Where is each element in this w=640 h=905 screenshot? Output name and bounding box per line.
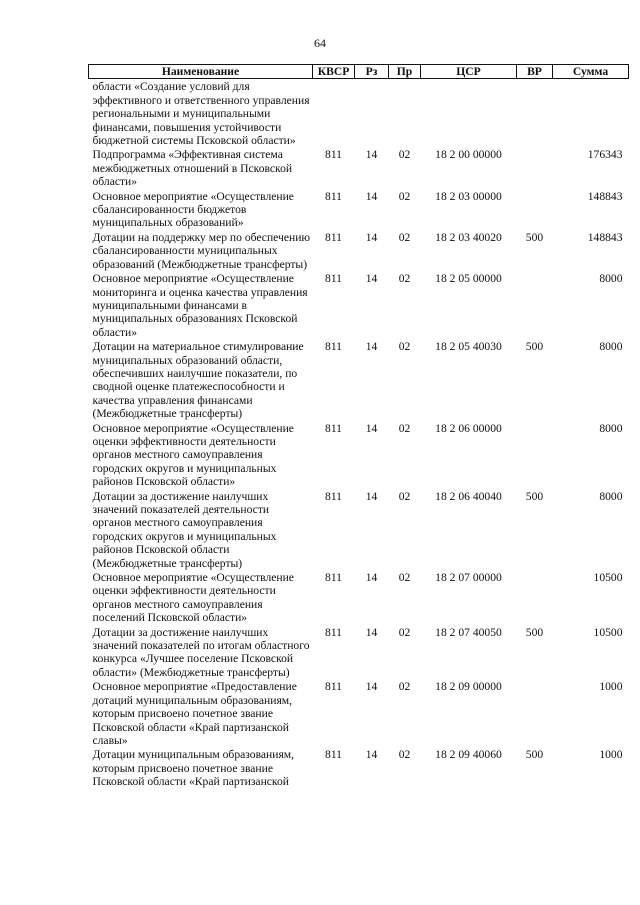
row-sum: 8000 [599, 340, 623, 354]
row-vr: 500 [525, 340, 544, 354]
row-rz [355, 79, 389, 148]
row-kvsr: 811 [325, 421, 342, 435]
row-sum: 8000 [599, 489, 623, 503]
row-kvsr: 811 [325, 625, 342, 639]
row-sum: 8000 [599, 272, 623, 286]
row-kvsr: 811 [325, 272, 342, 286]
header-csr: ЦСР [421, 65, 517, 79]
row-vr: 500 [525, 230, 544, 244]
row-rz: 14 [365, 489, 378, 503]
row-pr: 02 [398, 340, 411, 354]
row-csr: 18 2 09 00000 [435, 680, 502, 694]
row-sum: 1000 [599, 748, 623, 762]
row-rz: 14 [365, 421, 378, 435]
row-rz: 14 [365, 340, 378, 354]
row-csr: 18 2 07 40050 [435, 625, 502, 639]
table-row [89, 339, 629, 420]
table-row [89, 625, 629, 680]
row-vr [517, 421, 553, 489]
table-row [89, 679, 629, 747]
row-rz: 14 [365, 748, 378, 762]
row-rz: 14 [365, 230, 378, 244]
row-name: области «Создание условий для эффективного и ответственного управления региональными и муниципальными финансами, повышения устойчивости бюджетной системы Псковской области» [92, 80, 310, 148]
row-csr: 18 2 05 40030 [435, 340, 502, 354]
row-csr: 18 2 09 40060 [435, 748, 502, 762]
row-pr: 02 [398, 625, 411, 639]
table-row [89, 570, 629, 625]
row-csr: 18 2 06 00000 [435, 421, 502, 435]
row-sum [553, 79, 629, 148]
row-kvsr: 811 [325, 680, 342, 694]
table-row [89, 189, 629, 230]
budget-table [88, 64, 629, 789]
row-pr: 02 [398, 148, 411, 162]
row-pr: 02 [398, 272, 411, 286]
row-vr [517, 79, 553, 148]
row-sum: 10500 [593, 571, 623, 585]
row-pr: 02 [398, 189, 411, 203]
row-name: Дотации на материальное стимулирование муниципальных образований области, обеспечивших наилучшие показатели, по сводной оценке платежеспособности и качества управления финансами (Межбюджетные трансферты) [92, 340, 304, 421]
header-name: Наименование [89, 65, 313, 79]
header-sum: Сумма [553, 65, 629, 79]
row-rz: 14 [365, 625, 378, 639]
row-name: Основное мероприятие «Предоставление дотаций муниципальным образованиям, которым присвоено почетное звание Псковской области «Край партизанской славы» [92, 680, 297, 747]
row-name: Основное мероприятие «Осуществление оценки эффективности деятельности органов местного самоуправления городских округов и муниципальных районов Псковской области» [92, 421, 294, 489]
row-csr: 18 2 00 00000 [435, 148, 502, 162]
row-pr: 02 [398, 680, 411, 694]
row-rz: 14 [365, 148, 378, 162]
row-csr: 18 2 06 40040 [435, 489, 502, 503]
row-sum: 176343 [587, 148, 623, 162]
row-csr: 18 2 07 00000 [435, 571, 502, 585]
row-vr [517, 570, 553, 625]
page-number: 64 [314, 36, 326, 50]
row-rz: 14 [365, 571, 378, 585]
table-row [89, 147, 629, 188]
row-rz: 14 [365, 189, 378, 203]
row-kvsr: 811 [325, 189, 342, 203]
row-sum: 10500 [593, 625, 623, 639]
row-pr: 02 [398, 421, 411, 435]
row-kvsr: 811 [325, 571, 342, 585]
row-pr: 02 [398, 571, 411, 585]
row-vr: 500 [525, 489, 544, 503]
header-vr: ВР [517, 65, 553, 79]
table-row [89, 271, 629, 339]
row-name: Основное мероприятие «Осуществление оценки эффективности деятельности органов местного самоуправления поселений Псковской области» [92, 571, 294, 625]
header-kvsr: КВСР [313, 65, 355, 79]
table-row [89, 79, 629, 148]
row-vr [517, 271, 553, 339]
row-pr: 02 [398, 230, 411, 244]
row-csr [421, 79, 517, 148]
row-kvsr [313, 79, 355, 148]
row-csr: 18 2 03 00000 [435, 189, 502, 203]
table-header [89, 65, 629, 79]
table-body [89, 79, 629, 789]
row-rz: 14 [365, 272, 378, 286]
table-row [89, 489, 629, 570]
row-name: Основное мероприятие «Осуществление сбалансированности бюджетов муниципальных образований» [92, 189, 294, 230]
row-vr: 500 [525, 625, 544, 639]
row-kvsr: 811 [325, 230, 342, 244]
table-row [89, 747, 629, 788]
row-name: Подпрограмма «Эффективная система межбюджетных отношений в Псковской области» [92, 148, 293, 189]
row-kvsr: 811 [325, 748, 342, 762]
row-pr: 02 [398, 489, 411, 503]
row-kvsr: 811 [325, 489, 342, 503]
row-pr: 02 [398, 748, 411, 762]
row-name: Дотации за достижение наилучших значений показателей деятельности органов местного самоуправления городских округов и муниципальных районов Псковской области (Межбюджетные трансферты) [92, 489, 277, 570]
row-name: Дотации за достижение наилучших значений показателей по итогам областного конкурса «Лучшее поселение Псковской области» (Межбюджетные трансферты) [92, 625, 310, 679]
row-sum: 8000 [599, 421, 623, 435]
row-sum: 1000 [599, 680, 623, 694]
row-rz: 14 [365, 680, 378, 694]
row-vr [517, 147, 553, 188]
row-vr: 500 [525, 748, 544, 762]
row-kvsr: 811 [325, 148, 342, 162]
row-sum: 148843 [587, 230, 623, 244]
row-csr: 18 2 05 00000 [435, 272, 502, 286]
row-name: Дотации на поддержку мер по обеспечению сбалансированности муниципальных образований (Межбюджетные трансферты) [92, 230, 311, 271]
header-rz: Рз [355, 65, 389, 79]
row-name: Основное мероприятие «Осуществление мониторинга и оценка качества управления муниципальными финансами в муниципальных образованиях Псковской области» [92, 272, 308, 339]
row-vr [517, 679, 553, 747]
table-row [89, 230, 629, 271]
row-vr [517, 189, 553, 230]
table-row [89, 421, 629, 489]
row-csr: 18 2 03 40020 [435, 230, 502, 244]
row-kvsr: 811 [325, 340, 342, 354]
header-pr: Пр [389, 65, 421, 79]
row-pr [389, 79, 421, 148]
row-name: Дотации муниципальным образованиям, которым присвоено почетное звание Псковской области «Край партизанской [92, 748, 295, 789]
row-sum: 148843 [587, 189, 623, 203]
